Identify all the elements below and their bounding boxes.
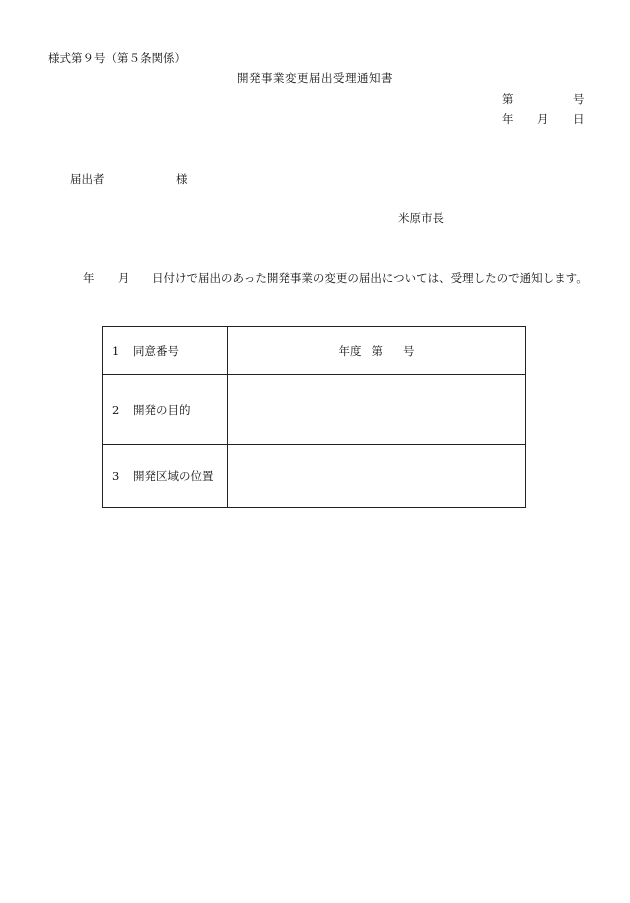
purpose-value-cell [228,375,526,445]
date-year-label: 年 [502,112,514,126]
fiscal-year-label: 年度 [338,343,362,358]
row-number: 1 [112,343,120,358]
row-label: 開発の目的 [133,402,191,417]
date-month-label: 月 [537,112,549,126]
form-number: 様式第９号（第５条関係） [48,51,186,65]
reference-go: 号 [573,92,585,106]
table-row [103,327,526,375]
date-day-label: 日 [573,112,585,126]
body-month-label: 月 [118,271,130,285]
row-number: 2 [112,402,120,417]
row-label: 同意番号 [133,343,179,358]
document-title: 開発事業変更届出受理通知書 [237,71,393,85]
notifier-honorific: 様 [176,172,188,186]
notifier-label: 届出者 [70,172,105,186]
consent-number-cell [228,327,526,375]
body-year-label: 年 [83,271,95,285]
row-label: 開発区域の位置 [133,469,214,483]
row-label-cell [103,445,228,508]
info-table [102,326,526,508]
row-label-cell [103,327,228,375]
table-row [103,445,526,508]
reference-dai: 第 [502,92,514,106]
consent-dai-label: 第 [371,343,383,358]
body-text: 日付けで届出のあった開発事業の変更の届出については、受理したので通知します。 [152,271,588,285]
issuer-name: 米原市長 [398,211,444,225]
location-value-cell [228,445,526,508]
consent-go-label: 号 [403,343,415,358]
row-number: 3 [112,469,120,483]
row-label-cell [103,375,228,445]
table-row [103,375,526,445]
